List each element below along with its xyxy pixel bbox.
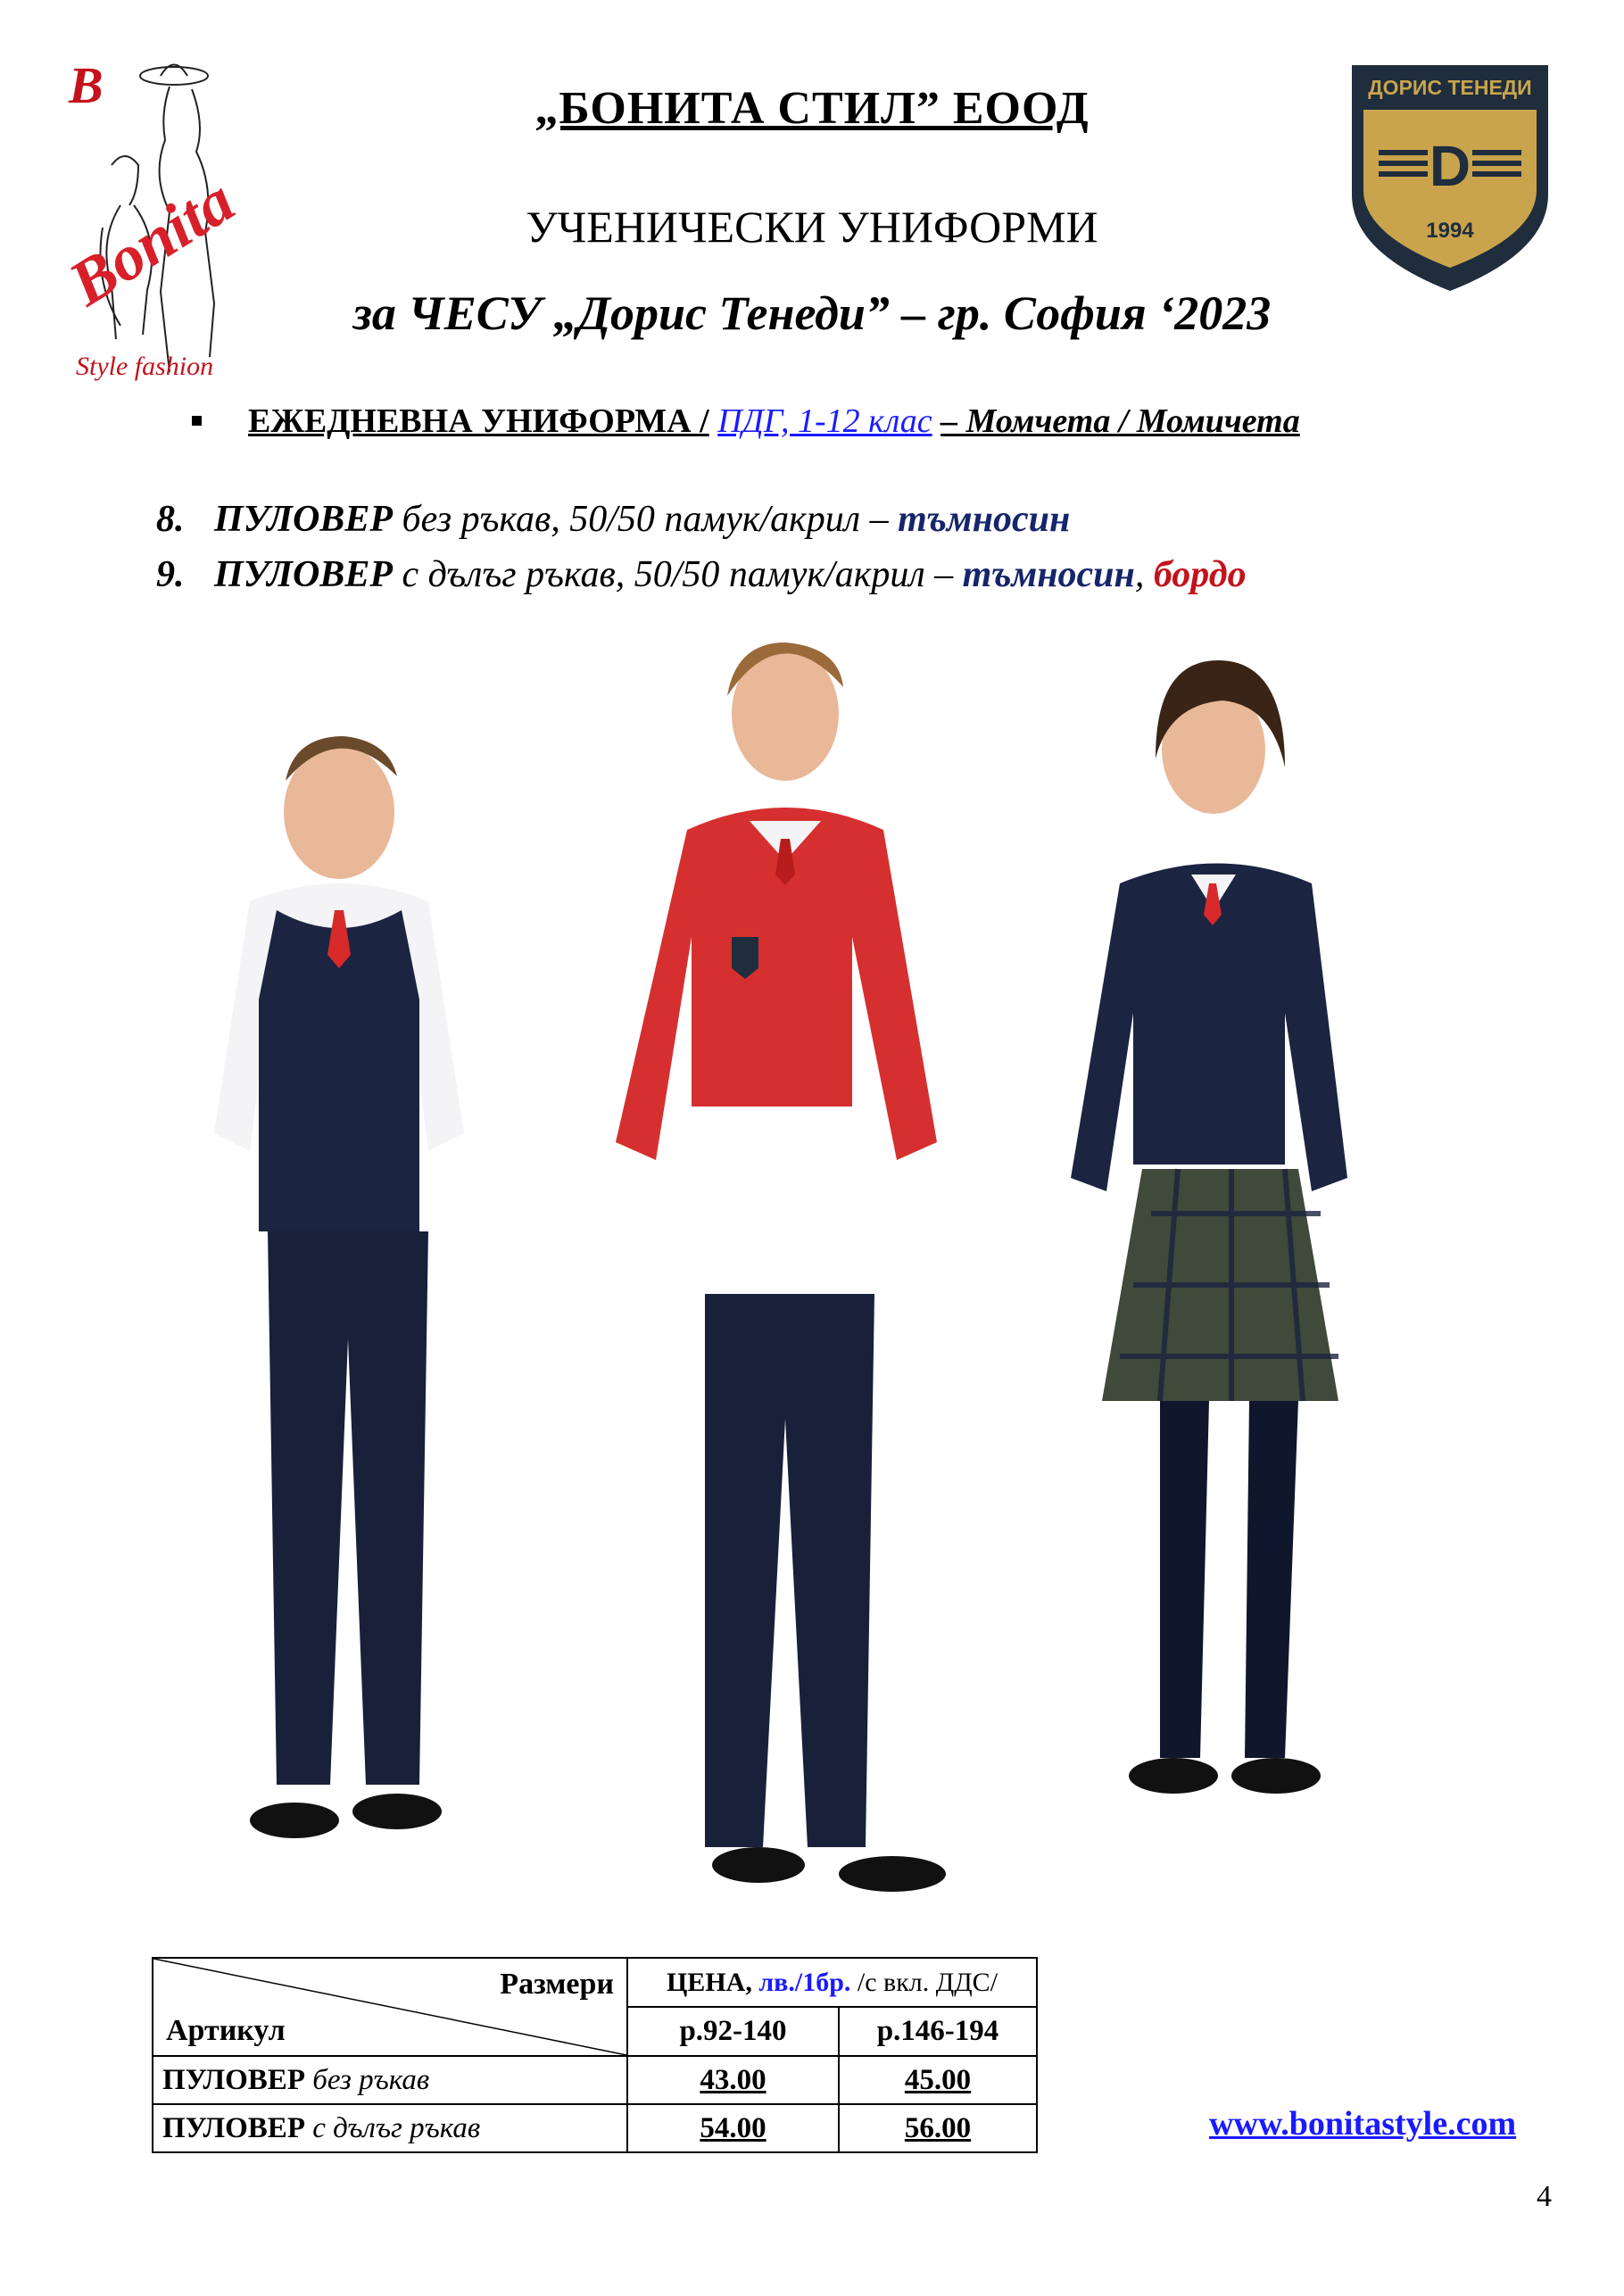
school-crest-name: ДОРИС ТЕНЕДИ bbox=[1368, 76, 1532, 99]
item-number: 8. bbox=[156, 499, 185, 540]
model-girl-navy-pullover bbox=[1071, 660, 1347, 1794]
section-grades: ПДГ, 1-12 клас bbox=[717, 402, 932, 440]
article-label: Артикул bbox=[166, 2014, 286, 2047]
school-line: за ЧЕСУ „Дорис Тенеди” – гр. София ‘2023 bbox=[352, 286, 1272, 340]
company-title: „БОНИТА СТИЛ” ЕООД bbox=[534, 83, 1090, 134]
price-table bbox=[152, 1957, 1038, 2153]
page-number: 4 bbox=[1537, 2180, 1552, 2213]
item-description: с дълъг ръкав, 50/50 памук/акрил – bbox=[393, 554, 963, 595]
table-row bbox=[153, 2104, 1037, 2152]
section-heading bbox=[192, 402, 1300, 441]
bonita-logo-brand: Bonita bbox=[56, 164, 246, 319]
bonita-logo-tagline: Style fashion bbox=[76, 352, 214, 381]
price-value: 56.00 bbox=[839, 2104, 1037, 2152]
product-item-8 bbox=[156, 498, 1070, 541]
price-value: 54.00 bbox=[627, 2104, 839, 2152]
product-item-9 bbox=[156, 553, 1247, 596]
article-name: ПУЛОВЕР без ръкав bbox=[153, 2056, 627, 2104]
website-link[interactable]: www.bonitastyle.com bbox=[1209, 2105, 1517, 2143]
uniform-models-photo bbox=[143, 625, 1463, 1927]
section-title: ЕЖЕДНЕВНА УНИФОРМА / bbox=[248, 402, 709, 440]
item-name: ПУЛОВЕР bbox=[214, 554, 393, 595]
school-crest-letter: D bbox=[1429, 134, 1471, 198]
model-boy-vest bbox=[214, 736, 464, 1838]
price-note: /с вкл. ДДС/ bbox=[857, 1967, 998, 1997]
item-description: без ръкав, 50/50 памук/акрил – bbox=[393, 499, 899, 540]
item-color-separator: , bbox=[1134, 554, 1154, 595]
price-header bbox=[627, 1958, 1037, 2007]
item-color-navy: тъмносин bbox=[962, 554, 1135, 595]
table-header-corner bbox=[153, 1958, 627, 2056]
bullet-icon bbox=[192, 416, 202, 426]
price-value: 43.00 bbox=[627, 2056, 839, 2104]
model-boy-red-pullover bbox=[616, 642, 946, 1892]
item-number: 9. bbox=[156, 554, 185, 595]
section-audience: – Момчета / Момичета bbox=[940, 402, 1300, 440]
item-name: ПУЛОВЕР bbox=[214, 499, 393, 540]
price-label: ЦЕНА, bbox=[666, 1967, 752, 1997]
school-crest-year: 1994 bbox=[1426, 219, 1474, 243]
article-name: ПУЛОВЕР с дълъг ръкав bbox=[153, 2104, 627, 2152]
document-subtitle: УЧЕНИЧЕСКИ УНИФОРМИ bbox=[526, 202, 1098, 252]
table-row bbox=[153, 2056, 1037, 2104]
price-value: 45.00 bbox=[839, 2056, 1037, 2104]
item-color-burgundy: бордо bbox=[1153, 554, 1247, 595]
item-color-navy: тъмносин bbox=[898, 499, 1071, 540]
size-range-2: р.146-194 bbox=[839, 2007, 1037, 2056]
sizes-label: Размери bbox=[500, 1968, 614, 2001]
bonita-logo-letter: B bbox=[69, 56, 104, 114]
price-unit: лв./1бр. bbox=[758, 1967, 851, 1997]
size-range-1: р.92-140 bbox=[627, 2007, 839, 2056]
